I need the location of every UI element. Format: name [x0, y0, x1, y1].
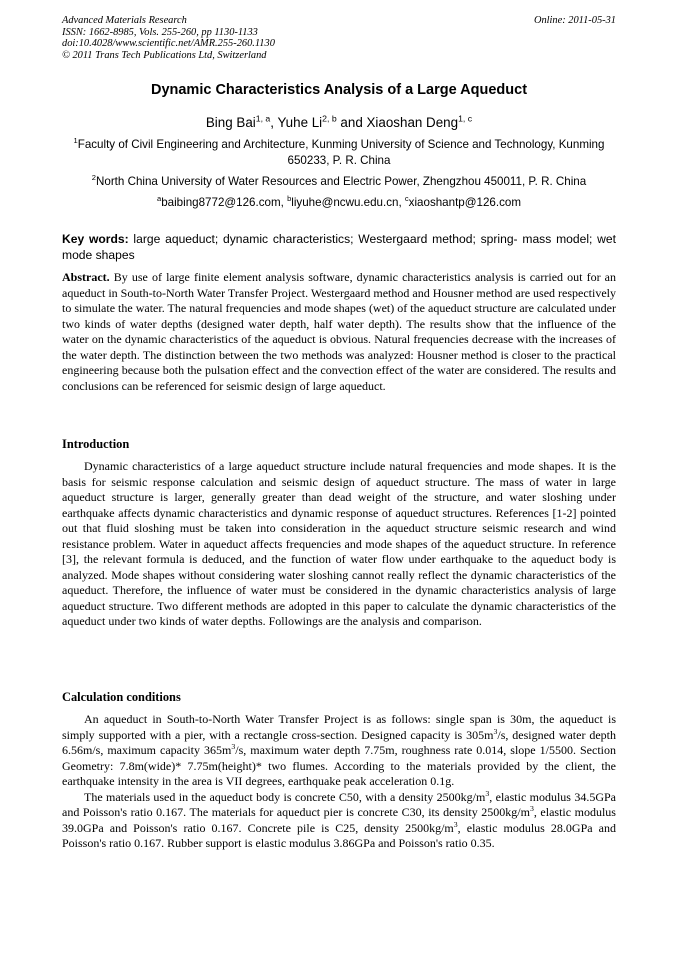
affiliation-superscript: 2 [91, 173, 96, 183]
journal-name: Advanced Materials Research [62, 15, 187, 26]
email-separator: , [280, 196, 288, 209]
online-date: Online: 2011-05-31 [533, 15, 616, 26]
superscript: 3 [453, 819, 458, 829]
text-run: , elastic modulus 39.0GPa and Poisson's ratio 0.167. Concrete pile is C25, density 2500kg/m [62, 805, 616, 835]
author-separator: , [270, 115, 278, 130]
text-run: , elastic modulus 28.0GPa and Poisson's ratio 0.167. Rubber support is elastic modulus 3.86GPa and Poisson's ratio 0.35. [62, 820, 617, 851]
superscript: 3 [529, 804, 534, 814]
text-run: /s, designed water depth 6.56m/s, maximum capacity 365m [62, 727, 617, 758]
affiliation-text: North China University of Water Resources and Electric Power, Zhengzhou 450011, P. R. China [96, 175, 587, 188]
author-name: Bing Bai [205, 115, 256, 130]
keywords-text: large aqueduct; dynamic characteristics; Westergaard method; spring- mass model; wet mode shapes [62, 232, 616, 262]
abstract-text: By use of large finite element analysis software, dynamic characteristics analysis is carried out for an aqueduct in South-to-North Water Transfer Project. Westergaard method and Housner method are used respectively to simulate the water. The natural frequencies and mode shapes (wet) of the aqueduct structure are calculated under two kinds of water depths (designed water depth, half water depth). The results show that the influence of the water on the dynamic characteristics of the aqueduct is obvious. Natural frequencies decrease with the increases of the water depth. The distinction between the two methods was analyzed: Housner method is closer to the practical engineering because both the pulsation effect and the convection effect of the water are considered. The results and conclusions can be referenced for seismic design of large aqueduct. [62, 270, 616, 393]
journal-doi: doi:10.4028/www.scientific.net/AMR.255-260.1130 [62, 38, 275, 50]
email-separator: , [398, 196, 405, 209]
affiliation-2 [62, 174, 616, 190]
section-heading-calculation: Calculation conditions [62, 690, 181, 704]
journal-copyright: © 2011 Trans Tech Publications Ltd, Switzerland [62, 49, 267, 61]
email-superscript: b [287, 194, 292, 204]
email-link[interactable]: liyuhe@ncwu.edu.cn [291, 196, 399, 209]
superscript: 3 [493, 726, 498, 736]
calculation-paragraph-1 [62, 712, 616, 790]
author-name: Yuhe Li [277, 115, 323, 130]
author-name: Xiaoshan Deng [366, 115, 459, 130]
email-link[interactable]: xiaoshantp@126.com [408, 196, 521, 209]
text-run: An aqueduct in South-to-North Water Transfer Project is as follows: single span is 30m, the aqueduct is simply supported with a pier, with a rectangle cross-section. Designed capacity is 305m [62, 712, 616, 742]
email-link[interactable]: baibing8772@126.com [161, 196, 281, 209]
section-heading-introduction: Introduction [62, 437, 130, 451]
abstract-label: Abstract. [62, 270, 110, 284]
email-superscript: c [404, 194, 409, 204]
author-separator: and [336, 115, 367, 130]
email-superscript: a [157, 194, 162, 204]
affiliation-superscript: 1 [73, 136, 78, 146]
introduction-section [62, 459, 616, 630]
abstract [62, 270, 616, 394]
email-list [62, 195, 616, 211]
calculation-paragraph-2 [62, 790, 616, 852]
text-run: , elastic modulus 34.5GPa and Poisson's ratio 0.167. The materials for aqueduct pier is concrete C30, its density 2500kg/m [62, 789, 617, 820]
introduction-paragraph: Dynamic characteristics of a large aqueduct structure include natural frequencies and mode shapes. It is the basis for seismic response calculation and seismic design of aqueduct structure. The mass of water in large aqueduct structure is larger, generally greater than dead weight of the structure, and water sloshing under earthquake affects dynamic characteristics and dynamic response of aqueduct structures. References [1-2] pointed out that fluid sloshing must be taken into consideration in the aqueduct structure seismic research and wind resistance problem. Water in aqueduct affects frequencies and mode shapes of the aqueduct structure. In reference [3], the relevant formula is deduced, and the function of water flow under earthquake to the aqueduct body is analyzed. Mode shapes without considering water sloshing cannot really reflect the dynamic characteristics of the aqueduct. Therefore, the influence of water must be considered in the dynamic characteristics analysis of large aqueduct structure. Two different methods are adopted in this paper to calculate the dynamic characteristics of the aqueduct under two kinds of water depths. Followings are the analysis and comparison. [62, 459, 616, 629]
journal-issn: ISSN: 1662-8985, Vols. 255-260, pp 1130-1133 [62, 26, 258, 38]
author-superscript: 1, c [458, 113, 473, 124]
keywords [62, 232, 616, 264]
keywords-label: Key words: [62, 232, 129, 246]
author-superscript: 2, b [322, 113, 337, 124]
author-superscript: 1, a [255, 113, 271, 124]
paper-title: Dynamic Characteristics Analysis of a Large Aqueduct [150, 82, 528, 98]
text-run: /s, maximum water depth 7.75m, roughness rate 0.014, slope 1/5500. Section Geometry: 7.8m(wide)* 7.75m(height)* two flumes. According to the materials provided by the client, the earthquake intensity in the area is VII degrees, earthquake peak acceleration 0.1g. [62, 743, 616, 789]
affiliation-text: Faculty of Civil Engineering and Architecture, Kunming University of Science and Technology, Kunming 650233, P. R. China [77, 138, 605, 167]
text-run: The materials used in the aqueduct body is concrete C50, with a density 2500kg/m [84, 789, 486, 804]
affiliation-1 [62, 137, 616, 168]
author-list [62, 114, 616, 132]
superscript: 3 [231, 742, 236, 752]
superscript: 3 [485, 788, 490, 798]
calculation-section [62, 712, 616, 852]
journal-header [62, 15, 616, 61]
